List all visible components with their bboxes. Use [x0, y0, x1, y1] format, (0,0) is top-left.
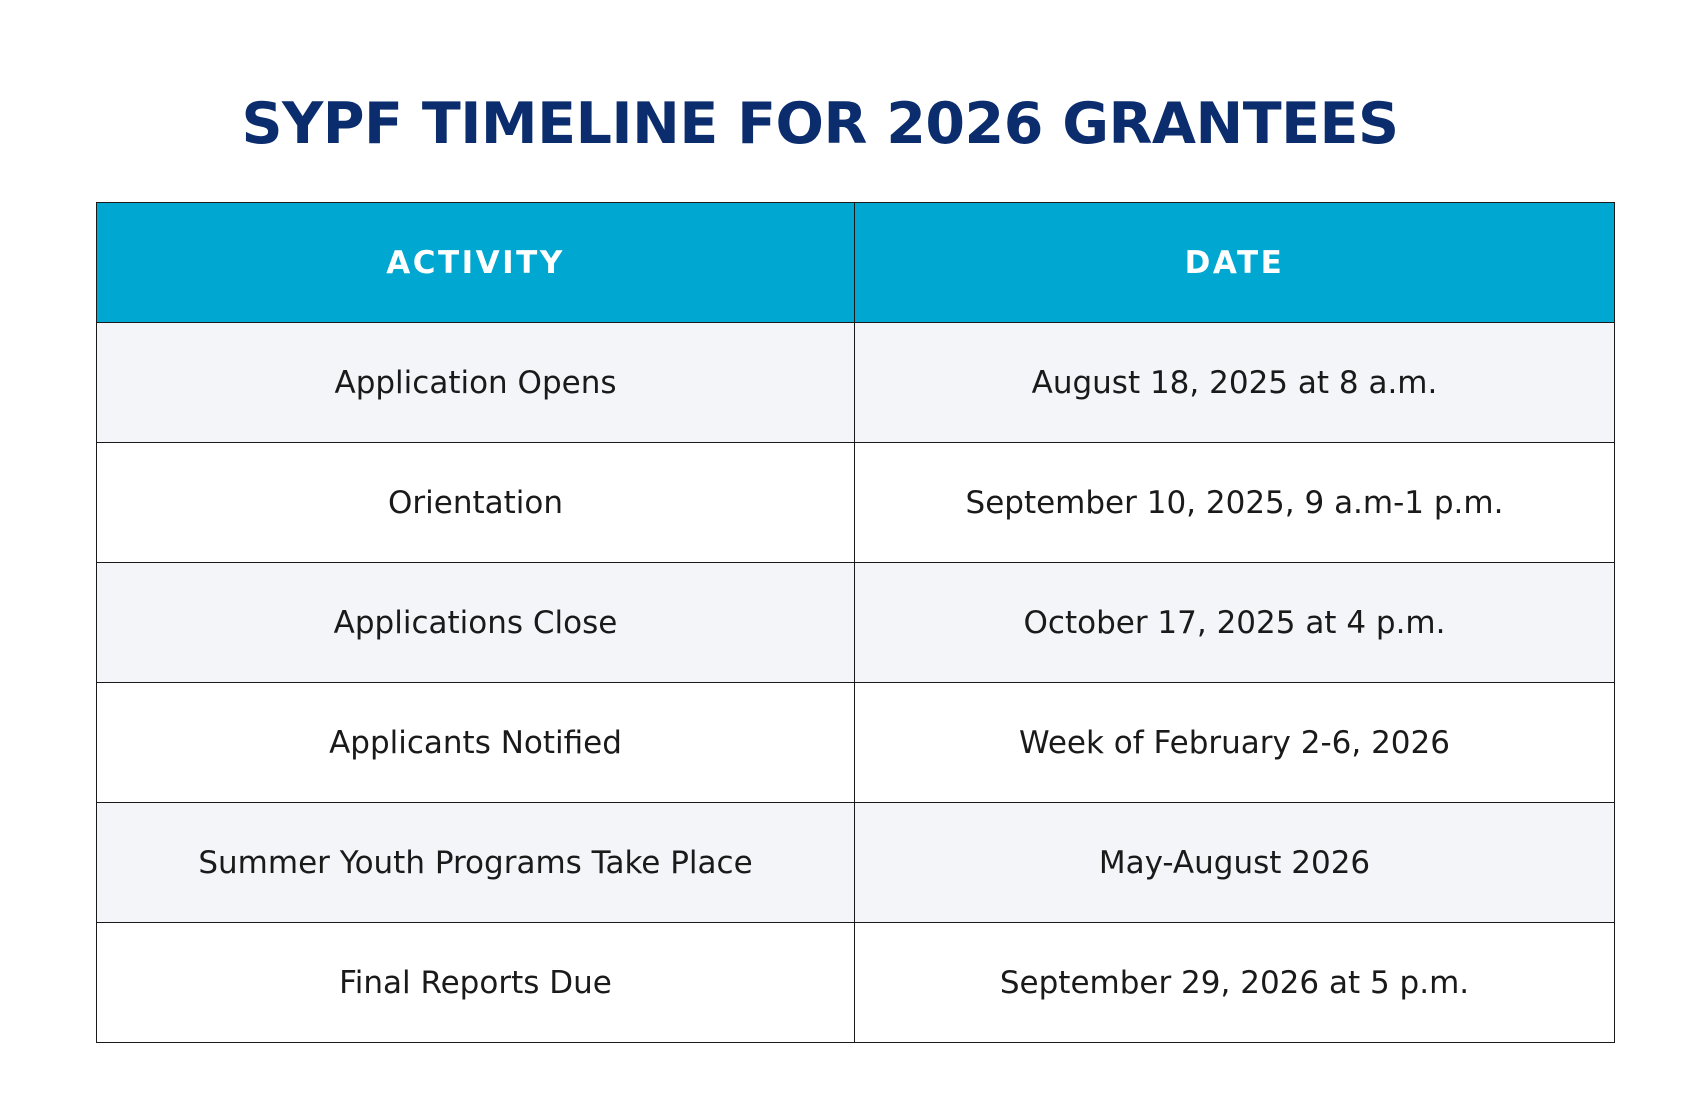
- column-header-date: DATE: [855, 203, 1615, 323]
- table-row: [97, 563, 1615, 683]
- activity-cell: Orientation: [97, 443, 855, 563]
- activity-cell: Application Opens: [97, 323, 855, 443]
- table-row: [97, 923, 1615, 1043]
- date-cell: May-August 2026: [855, 803, 1615, 923]
- column-header-activity: ACTIVITY: [97, 203, 855, 323]
- page-title: SYPF TIMELINE FOR 2026 GRANTEES: [241, 91, 1399, 157]
- table-row: [97, 803, 1615, 923]
- activity-cell: Applications Close: [97, 563, 855, 683]
- date-cell: October 17, 2025 at 4 p.m.: [855, 563, 1615, 683]
- date-cell: August 18, 2025 at 8 a.m.: [855, 323, 1615, 443]
- activity-cell: Applicants Notified: [97, 683, 855, 803]
- timeline-table: [96, 202, 1615, 1043]
- table-row: [97, 683, 1615, 803]
- table-row: [97, 443, 1615, 563]
- table-header-row: [97, 203, 1615, 323]
- activity-cell: Final Reports Due: [97, 923, 855, 1043]
- date-cell: September 10, 2025, 9 a.m-1 p.m.: [855, 443, 1615, 563]
- table-row: [97, 323, 1615, 443]
- date-cell: September 29, 2026 at 5 p.m.: [855, 923, 1615, 1043]
- activity-cell: Summer Youth Programs Take Place: [97, 803, 855, 923]
- date-cell: Week of February 2-6, 2026: [855, 683, 1615, 803]
